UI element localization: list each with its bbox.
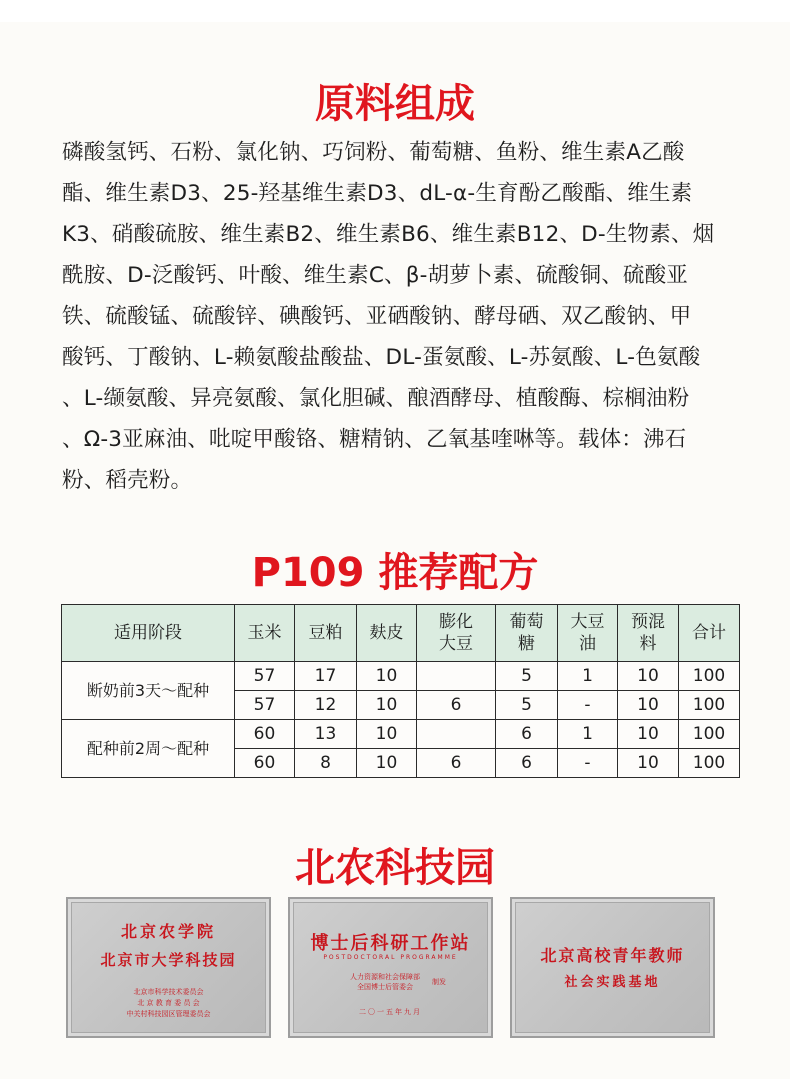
table-cell: 57 [235, 662, 295, 691]
plaque-date: 二〇一五年九月 [359, 1008, 422, 1016]
header-glucose: 葡萄 糖 [496, 605, 558, 662]
plaque-heading: 北京高校青年教师 [540, 946, 685, 965]
table-row [62, 662, 740, 691]
plaque-issued: 制发 [432, 978, 446, 986]
table-cell: 10 [357, 662, 417, 691]
table-cell: 10 [618, 720, 679, 749]
table-cell: 1 [558, 662, 618, 691]
table-cell: 10 [618, 662, 679, 691]
plaque-issuer-2: 全国博士后管委会 [357, 983, 413, 991]
table-cell: 5 [496, 691, 558, 720]
table-cell: 10 [357, 749, 417, 778]
top-strip [0, 0, 790, 22]
table-row [62, 720, 740, 749]
table-cell: 57 [235, 691, 295, 720]
table-cell: 12 [295, 691, 357, 720]
table-cell: 10 [618, 749, 679, 778]
plaque-heading: 博士后科研工作站 [310, 933, 471, 954]
table-cell: 100 [679, 720, 740, 749]
table-header-row [62, 605, 740, 662]
header-soybean-meal: 豆粕 [295, 605, 357, 662]
plaque-issuer-2: 北 京 教 育 委 员 会 [137, 999, 200, 1007]
table-cell: - [558, 749, 618, 778]
park-title: 北农科技园 [295, 845, 495, 891]
table-cell [417, 720, 496, 749]
stage-cell: 断奶前3天～配种 [62, 662, 235, 720]
plaque-youth-teacher-base [510, 897, 715, 1038]
header-corn: 玉米 [235, 605, 295, 662]
header-total: 合计 [679, 605, 740, 662]
header-extruded-soybean: 膨化 大豆 [417, 605, 496, 662]
table-cell: 5 [496, 662, 558, 691]
plaque-issuer-1: 人力资源和社会保障部 [350, 973, 420, 981]
table-cell [417, 662, 496, 691]
ingredients-title: 原料组成 [315, 81, 475, 127]
table-cell: 17 [295, 662, 357, 691]
table-cell: 100 [679, 749, 740, 778]
table-cell: 10 [618, 691, 679, 720]
header-premix: 预混 料 [618, 605, 679, 662]
formula-table [61, 604, 740, 778]
plaque-subheading: 北京市大学科技园 [100, 951, 237, 969]
table-cell: 10 [357, 720, 417, 749]
plaque-postdoctoral-station [288, 897, 493, 1038]
table-cell: 6 [417, 749, 496, 778]
table-cell: 60 [235, 749, 295, 778]
table-cell: 100 [679, 662, 740, 691]
plaque-subheading: 社会实践基地 [564, 975, 661, 990]
header-soybean-oil: 大豆 油 [558, 605, 618, 662]
table-cell: - [558, 691, 618, 720]
table-cell: 100 [679, 691, 740, 720]
plaque-issuer-3: 中关村科技园区管理委员会 [126, 1010, 211, 1018]
plaque-heading: 北京农学院 [120, 922, 216, 941]
plaque-issuer-1: 北京市科学技术委员会 [133, 988, 204, 996]
header-stage: 适用阶段 [62, 605, 235, 662]
table-cell: 60 [235, 720, 295, 749]
ingredients-paragraph: 磷酸氢钙、石粉、氯化钠、巧饲粉、葡萄糖、鱼粉、维生素A乙酸 酯、维生素D3、25-羟基维生素D3、dL-α-生育酚乙酸酯、维生素 K3、硝酸硫胺、维生素B2、维生素B6、维生素B12、D-生物素、烟 酰胺、D-泛酸钙、叶酸、维生素C、β-胡萝卜素、硫酸铜、硫酸亚 铁、硫酸锰、硫酸锌、碘酸钙、亚硒酸钠、酵母硒、双乙酸钠、甲 酸钙、丁酸钠、L-赖氨酸盐酸盐、DL-蛋氨酸、L-苏氨酸、L-色氨酸 、L-缬氨酸、异亮氨酸、氯化胆碱、酿酒酵母、植酸酶、棕榈油粉 、Ω-3亚麻油、吡啶甲酸铬、糖精钠、乙氧基喹啉等。载体：沸石 粉、稻壳粉。 [62, 140, 715, 493]
table-cell: 6 [496, 749, 558, 778]
table-cell: 8 [295, 749, 357, 778]
header-bran: 麸皮 [357, 605, 417, 662]
table-cell: 1 [558, 720, 618, 749]
table-cell: 6 [496, 720, 558, 749]
table-cell: 6 [417, 691, 496, 720]
stage-cell: 配种前2周～配种 [62, 720, 235, 778]
plaque-university-science-park [66, 897, 271, 1038]
plaque-english: POSTDOCTORAL PROGRAMME [323, 954, 458, 961]
formula-title: P109 推荐配方 [251, 550, 539, 596]
table-cell: 10 [357, 691, 417, 720]
table-cell: 13 [295, 720, 357, 749]
